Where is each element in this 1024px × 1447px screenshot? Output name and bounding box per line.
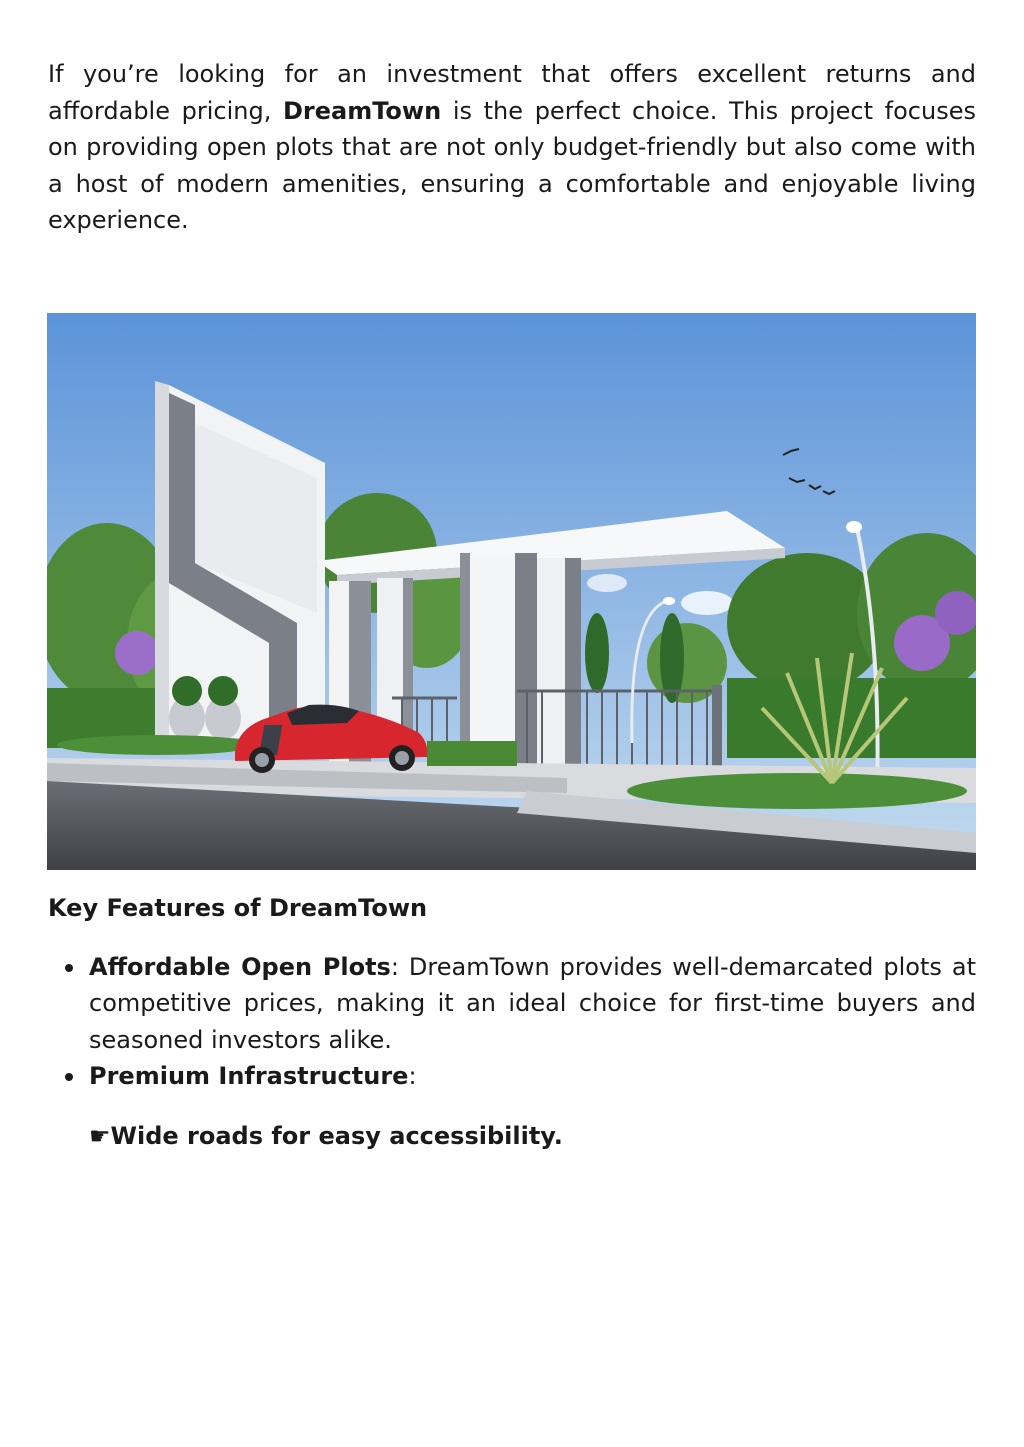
intro-text-start: If you’re looking for an investment that offers excellent returns and affordable pricing, (48, 60, 976, 125)
feature-separator: : (408, 1062, 417, 1091)
sub-point (89, 1120, 563, 1152)
feature-title: Affordable Open Plots (89, 953, 391, 981)
list-item (89, 949, 976, 1058)
pointing-hand-icon: ☛ (89, 1122, 111, 1150)
entrance-gate-image (47, 313, 976, 870)
features-list (89, 949, 976, 1095)
key-features-heading: Key Features of DreamTown (48, 894, 428, 922)
sub-point-text: Wide roads for easy accessibility. (110, 1122, 563, 1150)
list-item (89, 1058, 976, 1094)
feature-description: DreamTown provides well-demarcated plots at competitive prices, making it an ideal choice for first-time buyers and seasoned investors alike. (89, 953, 976, 1054)
brand-name: DreamTown (283, 96, 442, 125)
intro-text-end: is the perfect choice. This project focuses on providing open plots that are not only budget-friendly but also come with a host of modern amenities, ensuring a comfortable and enjoyable living experience. (48, 96, 976, 235)
feature-separator: : (390, 953, 399, 981)
feature-title: Premium Infrastructure (89, 1062, 409, 1091)
intro-paragraph (48, 56, 976, 239)
